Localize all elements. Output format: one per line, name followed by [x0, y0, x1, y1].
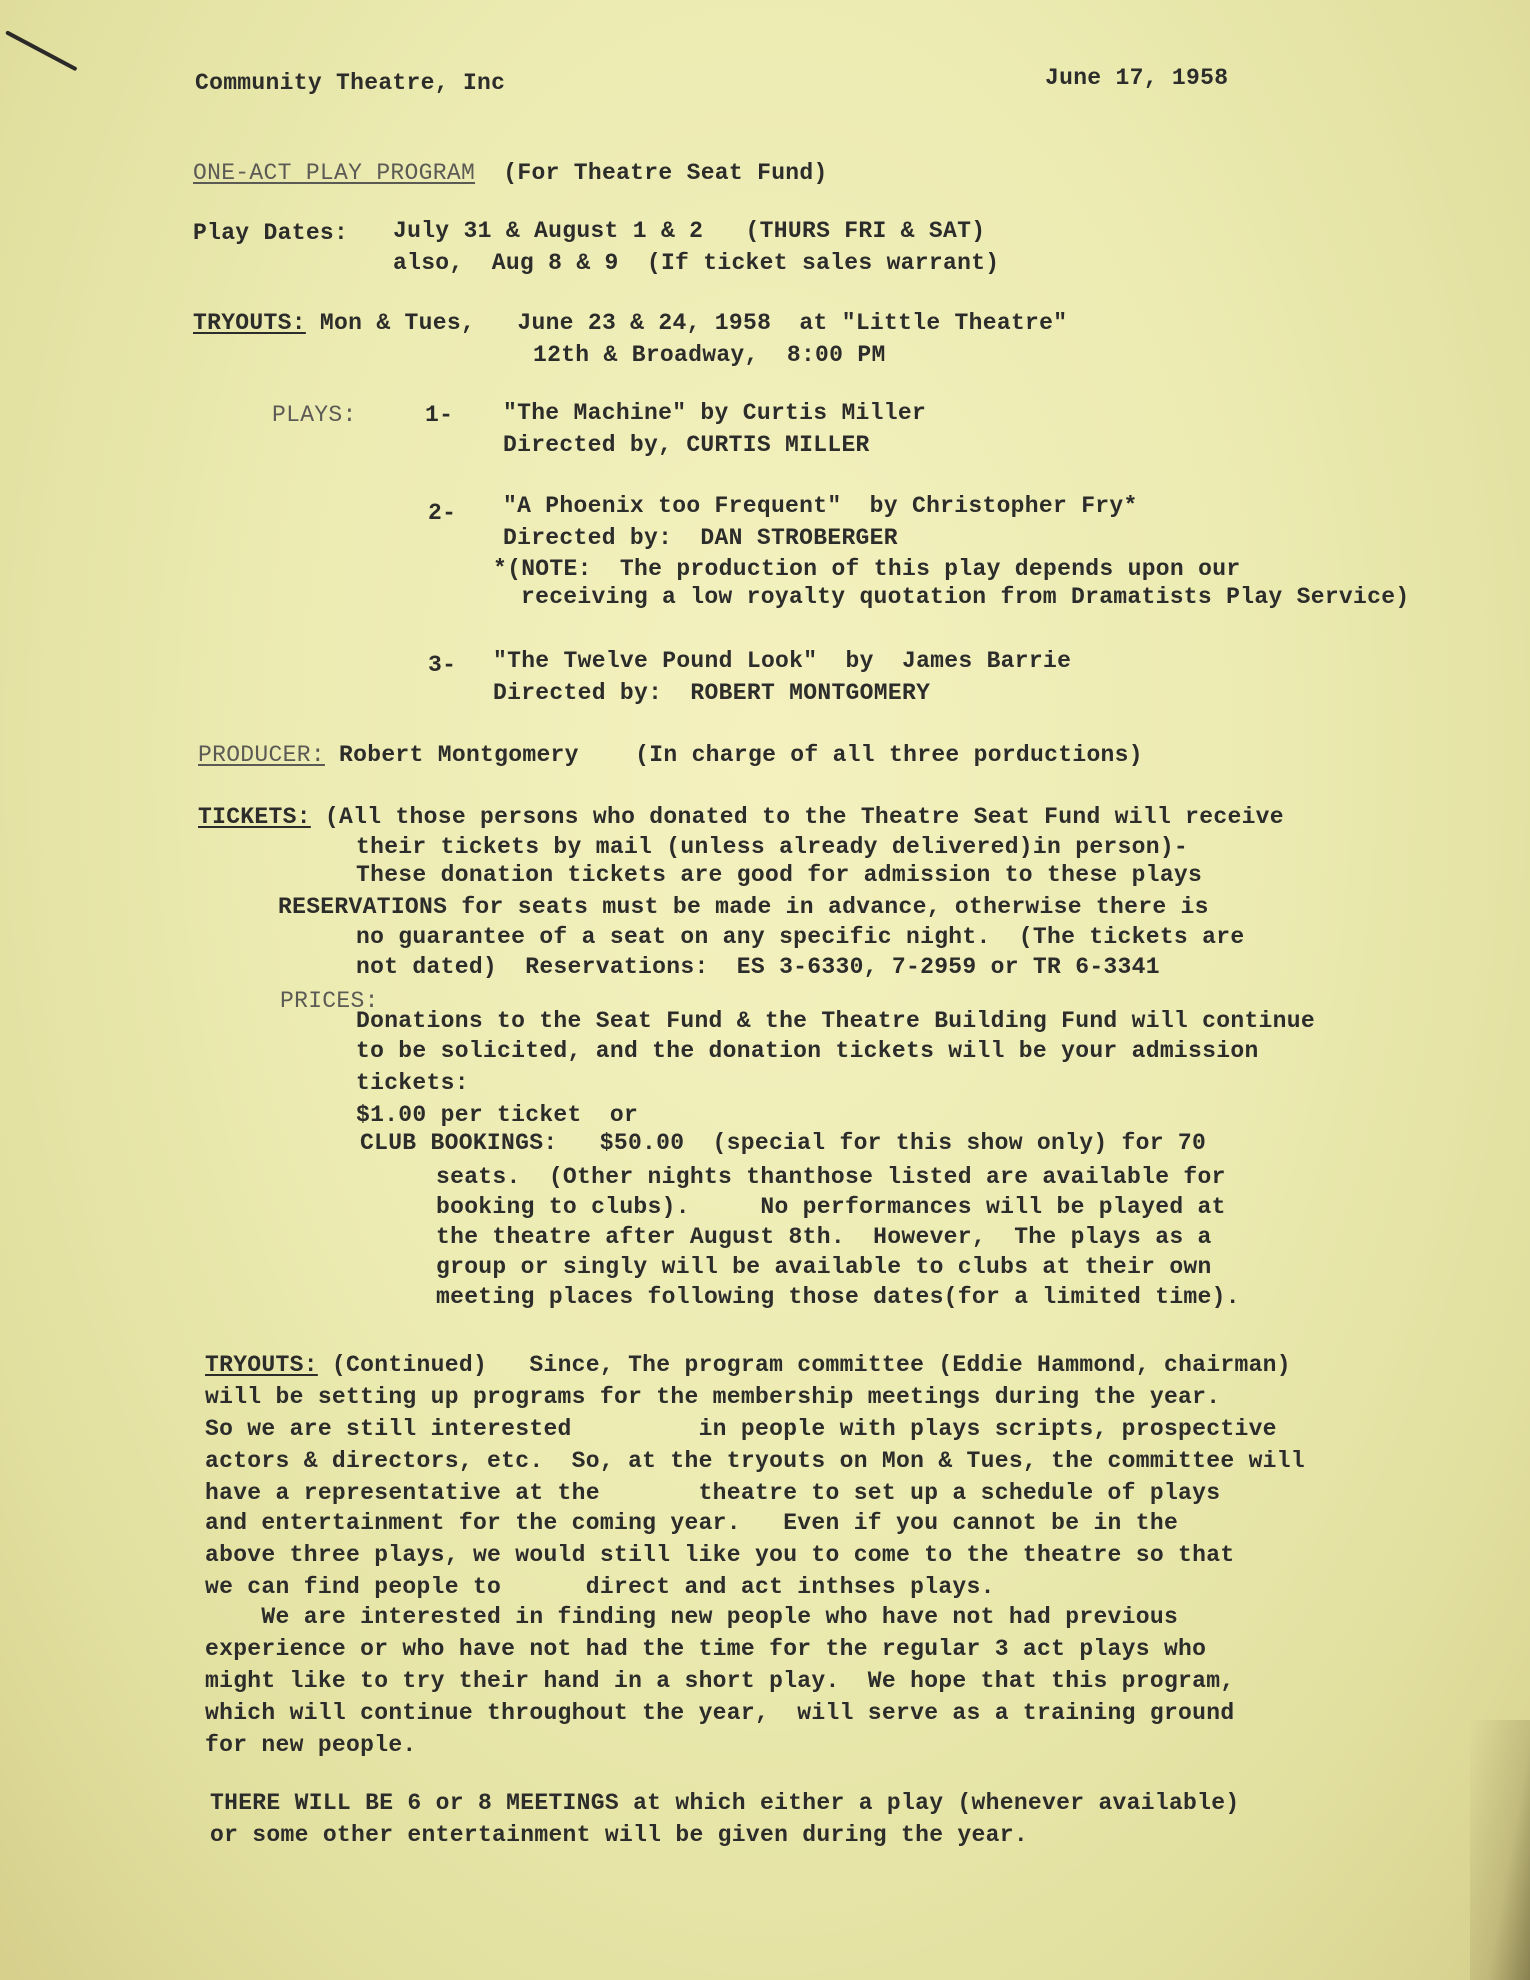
- tryouts-line2: 12th & Broadway, 8:00 PM: [533, 342, 886, 368]
- tryouts-continued-line12: which will continue throughout the year, will serve as a training ground: [205, 1700, 1235, 1726]
- plays-label: PLAYS:: [272, 402, 357, 428]
- tickets-label: TICKETS:: [198, 804, 311, 830]
- tryouts-continued-line2: will be setting up programs for the membership meetings during the year.: [205, 1384, 1221, 1410]
- paper-edge-shadow: [1470, 1720, 1530, 1980]
- tryouts-continued-line7: above three plays, we would still like you to come to the theatre so that: [205, 1542, 1235, 1568]
- play-2-note-line2: receiving a low royalty quotation from Dramatists Play Service): [521, 584, 1410, 610]
- play-3-director: Directed by: ROBERT MONTGOMERY: [493, 680, 931, 706]
- club-bookings-line: CLUB BOOKINGS: $50.00 (special for this show only) for 70: [360, 1130, 1207, 1156]
- tryouts-continued-line11: might like to try their hand in a short play. We hope that this program,: [205, 1668, 1235, 1694]
- prices-label: PRICES:: [280, 988, 379, 1014]
- tickets-text-1: (All those persons who donated to the Theatre Seat Fund will receive: [310, 804, 1284, 830]
- reservations-line2: no guarantee of a seat on any specific night. (The tickets are: [356, 924, 1245, 950]
- tickets-line3: These donation tickets are good for admission to these plays: [356, 862, 1203, 888]
- club-line2: booking to clubs). No performances will be played at: [436, 1194, 1226, 1220]
- play-2-director: Directed by: DAN STROBERGER: [503, 525, 898, 551]
- document-date: June 17, 1958: [1045, 65, 1229, 91]
- tryouts-continued-line13: for new people.: [205, 1732, 417, 1758]
- play-dates-line2: also, Aug 8 & 9 (If ticket sales warrant): [393, 250, 1000, 276]
- prices-line4: $1.00 per ticket or: [356, 1102, 639, 1128]
- producer-line: [198, 744, 1143, 767]
- tryouts-label: TRYOUTS:: [193, 310, 306, 336]
- reservations-line1: RESERVATIONS for seats must be made in advance, otherwise there is: [278, 894, 1209, 920]
- play-3-num: 3-: [428, 652, 457, 678]
- play-2-title: "A Phoenix too Frequent" by Christopher Fry*: [503, 493, 1138, 519]
- club-line5: meeting places following those dates(for a limited time).: [436, 1284, 1240, 1310]
- prices-line3: tickets:: [356, 1070, 469, 1096]
- prices-line2: to be solicited, and the donation tickets will be your admission: [356, 1038, 1259, 1064]
- play-3-title: "The Twelve Pound Look" by James Barrie: [493, 648, 1072, 674]
- meetings-line2: or some other entertainment will be given during the year.: [210, 1822, 1028, 1848]
- play-1-director: Directed by, CURTIS MILLER: [503, 432, 870, 458]
- tryouts-text: Mon & Tues, June 23 & 24, 1958 at "Little Theatre": [305, 310, 1068, 336]
- tryouts-continued-line3: So we are still interested in people with plays scripts, prospective: [205, 1416, 1277, 1442]
- tryouts-continued-line10: experience or who have not had the time for the regular 3 act plays who: [205, 1636, 1207, 1662]
- club-line4: group or singly will be available to clubs at their own: [436, 1254, 1212, 1280]
- tickets-line2: their tickets by mail (unless already delivered)in person)-: [356, 834, 1189, 860]
- tryouts-continued-line6: and entertainment for the coming year. Even if you cannot be in the: [205, 1510, 1179, 1536]
- producer-label: PRODUCER:: [198, 742, 325, 768]
- play-2-note-line1: *(NOTE: The production of this play depends upon our: [493, 556, 1241, 582]
- play-2-num: 2-: [428, 500, 457, 526]
- tickets-line1: [198, 806, 1284, 829]
- club-line3: the theatre after August 8th. However, The plays as a: [436, 1224, 1212, 1250]
- tryouts-continued-line9: We are interested in finding new people who have not had previous: [205, 1604, 1179, 1630]
- pen-mark: [5, 30, 78, 71]
- meetings-line1: THERE WILL BE 6 or 8 MEETINGS at which either a play (whenever available): [210, 1790, 1240, 1816]
- club-line1: seats. (Other nights thanthose listed are available for: [436, 1164, 1226, 1190]
- program-title: ONE-ACT PLAY PROGRAM: [193, 160, 476, 186]
- program-purpose: (For Theatre Seat Fund): [503, 160, 828, 186]
- tryouts-continued-text-1: (Continued) Since, The program committee (Eddie Hammond, chairman): [317, 1352, 1291, 1378]
- tryouts-continued-line8: we can find people to direct and act inthses plays.: [205, 1574, 995, 1600]
- play-1-title: "The Machine" by Curtis Miller: [503, 400, 927, 426]
- tryouts-continued-line1: [205, 1354, 1291, 1377]
- tryouts-continued-line4: actors & directors, etc. So, at the tryouts on Mon & Tues, the committee will: [205, 1448, 1305, 1474]
- prices-line1: Donations to the Seat Fund & the Theatre Building Fund will continue: [356, 1008, 1315, 1034]
- tryouts-continued-label: TRYOUTS:: [205, 1352, 318, 1378]
- play-1-num: 1-: [425, 402, 454, 428]
- producer-text: Robert Montgomery (In charge of all three porductions): [324, 742, 1143, 768]
- tryouts-line1: [193, 312, 1067, 335]
- program-heading: [193, 162, 828, 185]
- play-dates-line1: July 31 & August 1 & 2 (THURS FRI & SAT): [393, 218, 986, 244]
- tryouts-continued-line5: have a representative at the theatre to set up a schedule of plays: [205, 1480, 1221, 1506]
- org-name: Community Theatre, Inc: [195, 70, 506, 96]
- play-dates-label: Play Dates:: [193, 220, 349, 246]
- reservations-line3: not dated) Reservations: ES 3-6330, 7-2959 or TR 6-3341: [356, 954, 1160, 980]
